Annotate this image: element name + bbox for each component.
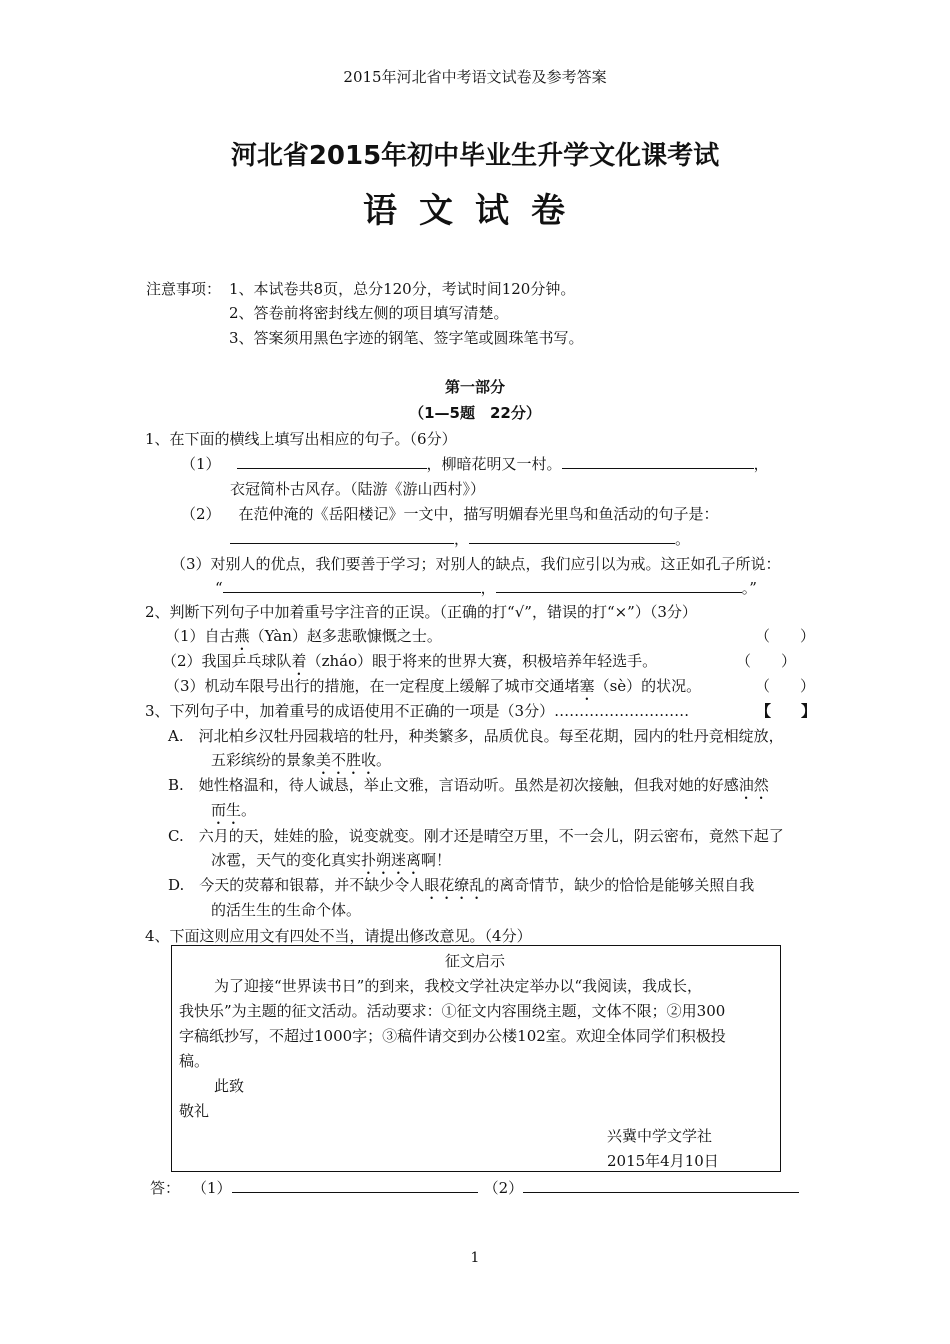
q2-item-3: （3）机动车限号出行的措施，在一定程度上缓解了城市交通堵塞（sè）的状况。 xyxy=(165,677,702,695)
answer-blank[interactable] xyxy=(237,454,427,469)
separator: ， xyxy=(454,530,470,548)
q1-stem: 1、在下面的横线上填写出相应的句子。（6分） xyxy=(145,430,457,448)
notes-label: 注意事项： xyxy=(146,280,222,298)
q3-option-a-line2: 五彩缤纷的景象美不胜收。 xyxy=(211,751,392,769)
note-item-3: 3、答案须用黑色字迹的钢笔、签字笔或圆珠笔书写。 xyxy=(229,329,584,347)
q3-option-a: A. 河北柏乡汉牡丹园栽培的牡丹，种类繁多，品质优良。每至花期，园内的牡丹竞相绽放， xyxy=(168,727,784,745)
q2-answer-paren-3[interactable]: （ ） xyxy=(755,677,816,695)
section-title: 第一部分 xyxy=(444,378,505,396)
note-item-2: 2、答卷前将密封线左侧的项目填写清楚。 xyxy=(229,304,509,322)
notice-body-line4: 稿。 xyxy=(179,1052,210,1070)
q2-stem: 2、判断下列句子中加着重号字注音的正误。（正确的打“√”，错误的打“×”）（3分） xyxy=(145,603,697,621)
q2-answer-paren-2[interactable]: （ ） xyxy=(736,652,797,670)
q3-option-d: D. 今天的荧幕和银幕，并不缺少令人眼花缭乱的离奇情节，缺少的恰恰是能够关照自我 xyxy=(168,876,755,894)
answer-blank[interactable] xyxy=(232,1178,478,1193)
q4-stem: 4、下面这则应用文有四处不当，请提出修改意见。（4分） xyxy=(145,927,532,945)
quote-close: 。” xyxy=(741,579,757,597)
answer-blank[interactable] xyxy=(469,529,675,544)
page-number: 1 xyxy=(470,1250,480,1266)
notice-body-line3: 字稿纸抄写，不超过1000字；③稿件请交到办公楼102室。欢迎全体同学们积极投 xyxy=(179,1027,726,1045)
q3-answer-bracket[interactable]: 【 】 xyxy=(756,702,817,720)
notice-title: 征文启示 xyxy=(444,952,505,970)
q2-item-1: （1）自古燕（Yàn）赵多悲歌慷慨之士。 xyxy=(165,627,442,645)
q3-option-c: C. 六月的天，娃娃的脸，说变就变。刚才还是晴空万里，不一会儿，阴云密布，竟然下起了 xyxy=(168,827,784,845)
exam-title: 河北省2015年初中毕业生升学文化课考试 xyxy=(230,141,720,171)
separator: ， xyxy=(480,579,496,597)
answer-label: 答： xyxy=(150,1179,181,1197)
q1-part1-end: ， xyxy=(753,455,769,473)
q1-part2 xyxy=(181,503,719,524)
q3-option-b: B. 她性格温和，待人诚恳，举止文雅，言语动听。虽然是初次接触，但我对她的好感油然 xyxy=(168,776,769,794)
q1-part3-blanks xyxy=(215,577,757,598)
q4-answer-row xyxy=(150,1177,799,1198)
notice-body-line1: 为了迎接“世界读书日”的到来，我校文学社决定举办以“我阅读，我成长， xyxy=(214,977,703,995)
q3-option-c-line2: 冰雹，天气的变化真实扑朔迷离啊！ xyxy=(211,851,452,869)
page-header: 2015年河北省中考语文试卷及参考答案 xyxy=(343,68,607,86)
section-range: （1—5题 22分） xyxy=(409,404,541,422)
answer-blank[interactable] xyxy=(496,578,742,593)
notice-body-line2: 我快乐”为主题的征文活动。活动要求：①征文内容围绕主题，文体不限；②用300 xyxy=(179,1002,726,1020)
q3-option-b-line2: 而生。 xyxy=(211,801,257,819)
note-item-1: 1、本试卷共8页，总分120分，考试时间120分钟。 xyxy=(229,280,576,298)
q1-part1-mid: ，柳暗花明又一村。 xyxy=(426,455,562,473)
q1-part1-num: （1） xyxy=(181,455,221,473)
notice-signer: 兴冀中学文学社 xyxy=(607,1127,713,1145)
exam-subtitle: 语文试卷 xyxy=(363,191,587,231)
q3-stem: 3、下列句子中，加着重号的成语使用不正确的一项是（3分）……………………… xyxy=(145,702,690,720)
quote-open: “ xyxy=(215,579,223,597)
period: 。 xyxy=(675,530,691,548)
q1-part3: （3）对别人的优点，我们要善于学习；对别人的缺点，我们应引以为戒。这正如孔子所说： xyxy=(171,555,781,573)
notice-closing-2: 敬礼 xyxy=(179,1102,210,1120)
q1-part2-text: 在范仲淹的《岳阳楼记》一文中，描写明媚春光里鸟和鱼活动的句子是： xyxy=(238,505,719,523)
q1-part2-blanks xyxy=(230,528,690,549)
q1-part1-line2: 衣冠简朴古风存。（陆游《游山西村》） xyxy=(230,480,486,498)
q3-option-d-line2: 的活生生的生命个体。 xyxy=(211,901,362,919)
notice-date: 2015年4月10日 xyxy=(607,1152,719,1170)
q1-part1 xyxy=(181,453,769,474)
answer-blank[interactable] xyxy=(562,454,754,469)
answer-blank[interactable] xyxy=(230,529,454,544)
q2-answer-paren-1[interactable]: （ ） xyxy=(755,627,816,645)
answer-blank[interactable] xyxy=(523,1178,799,1193)
answer-blank[interactable] xyxy=(223,578,481,593)
q1-part2-num: （2） xyxy=(181,505,221,523)
answer-2-num: （2） xyxy=(483,1179,524,1197)
q2-item-2: （2）我国乒乓球队着（zháo）眼于将来的世界大赛，积极培养年轻选手。 xyxy=(162,652,658,670)
notice-closing-1: 此致 xyxy=(214,1077,245,1095)
answer-1-num: （1） xyxy=(192,1179,232,1197)
